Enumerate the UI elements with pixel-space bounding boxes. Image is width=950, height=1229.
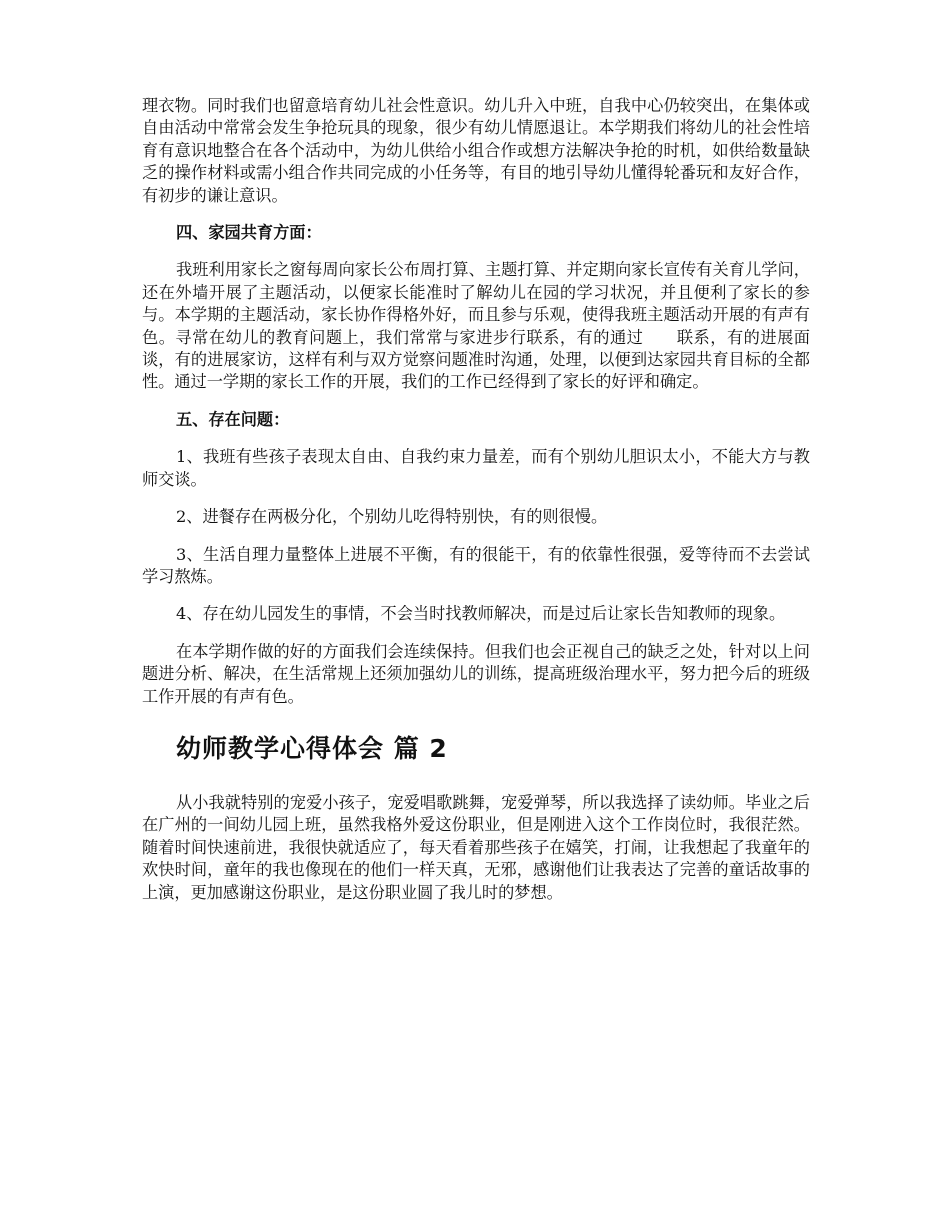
list-item-problem-2: 2、进餐存在两极分化，个别幼儿吃得特别快，有的则很慢。 xyxy=(176,507,608,527)
list-item-problem-1: 1、我班有些孩子表现太自由、自我约束力量差，而有个别幼儿胆识太小，不能大方与教师交谈。 xyxy=(142,447,810,489)
heading-problems: 五、存在问题： xyxy=(176,409,290,429)
part-2-title: 幼师教学心得体会 篇 2 xyxy=(176,733,448,763)
list-item-problem-3: 3、生活自理力量整体上进展不平衡，有的很能干，有的依靠性很强，爱等待而不去尝试学习熬炼。 xyxy=(142,544,810,586)
paragraph-home-school: 我班利用家长之窗每周向家长公布周打算、主题打算、并定期向家长宣传有关育儿学问，还在外墙开展了主题活动，以便家长能准时了解幼儿在园的学习状况，并且便利了家长的参与。本学期的主题活动，家长协作得格外好，而且参与乐观，使得我班主题活动开展的有声有色。寻常在幼儿的教育问题上，我们常常与家进步行联系，有的通过 联系，有的进展面谈，有的进展家访，这样有利与双方觉察问题准时沟通，处理，以便到达家园共育目标的全都性。通过一学期的家长工作的开展，我们的工作已经得到了家长的好评和确定。 xyxy=(142,260,810,392)
paragraph-conclusion: 在本学期作做的好的方面我们会连续保持。但我们也会正视自己的缺乏之处，针对以上问题进分析、解决，在生活常规上还须加强幼儿的训练，提高班级治理水平，努力把今后的班级工作开展的有声有色。 xyxy=(142,641,810,706)
paragraph-social-awareness: 理衣物。同时我们也留意培育幼儿社会性意识。幼儿升入中班，自我中心仍较突出，在集体或自由活动中常常会发生争抢玩具的现象，很少有幼儿情愿退让。本学期我们将幼儿的社会性培育有意识地整合在各个活动中，为幼儿供给小组合作或想方法解决争抢的时机，如供给数量缺乏的操作材料或需小组合作共同完成的小任务等，有目的地引导幼儿懂得轮番玩和友好合作，有初步的谦让意识。 xyxy=(142,96,810,205)
heading-home-school: 四、家园共育方面： xyxy=(176,223,322,243)
list-item-problem-4: 4、存在幼儿园发生的事情，不会当时找教师解决，而是过后让家长告知教师的现象。 xyxy=(176,604,786,624)
document-page xyxy=(142,95,810,904)
paragraph-part-2-intro: 从小我就特别的宠爱小孩子，宠爱唱歌跳舞，宠爱弹琴，所以我选择了读幼师。毕业之后在广州的一间幼儿园上班，虽然我格外爱这份职业，但是刚进入这个工作岗位时，我很茫然。随着时间快速前进，我很快就适应了，每天看着那些孩子在嬉笑，打闹，让我想起了我童年的欢快时间，童年的我也像现在的他们一样天真，无邪，感谢他们让我表达了完善的童话故事的上演，更加感谢这份职业，是这份职业圆了我儿时的梦想。 xyxy=(142,792,810,902)
